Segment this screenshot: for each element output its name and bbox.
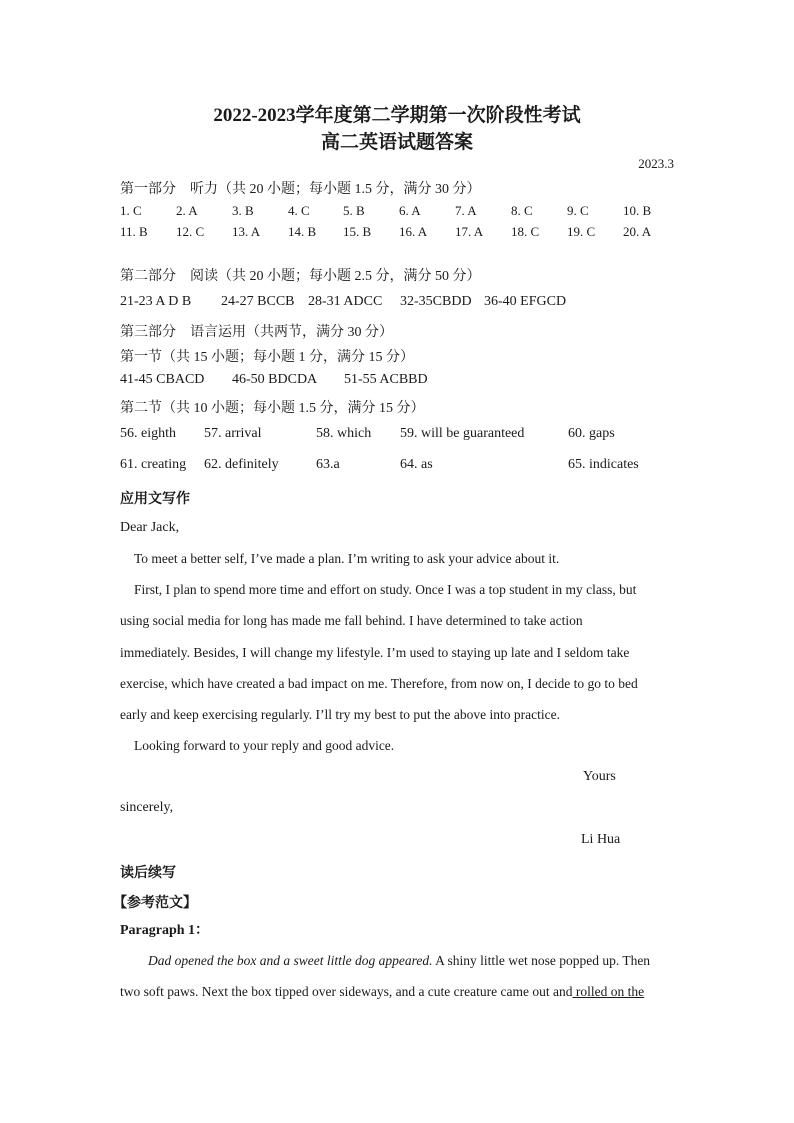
letter-line: Looking forward to your reply and good advice. xyxy=(134,738,395,753)
answer-item: 11. B xyxy=(120,224,148,239)
exam-date: 2023.3 xyxy=(638,156,674,171)
letter-line: immediately. Besides, I will change my lifestyle. I’m used to staying up late and I seldom take xyxy=(120,645,630,660)
letter-line: exercise, which have created a bad impact on me. Therefore, from now on, I decide to go to bed xyxy=(120,676,638,691)
answer-group: 36-40 EFGCD xyxy=(484,294,567,309)
letter-line: using social media for long has made me fall behind. I have determined to take action xyxy=(120,613,583,628)
answer-item: 63.a xyxy=(316,457,340,472)
letter-closing-cont: sincerely, xyxy=(120,800,174,815)
answer-item: 20. A xyxy=(623,224,652,239)
reference-label: 【参考范文】 xyxy=(113,896,197,911)
page-title: 2022-2023学年度第二学期第一次阶段性考试 xyxy=(213,105,581,126)
answer-group: 28-31 ADCC xyxy=(308,294,383,309)
answer-item: 58. which xyxy=(316,426,372,441)
answer-item: 6. A xyxy=(399,203,421,218)
answer-item: 62. definitely xyxy=(204,457,279,472)
answer-group: 32-35CBDD xyxy=(400,294,472,309)
writing-heading: 应用文写作 xyxy=(120,492,190,507)
answer-item: 10. B xyxy=(623,203,652,218)
answer-item: 56. eighth xyxy=(120,426,176,441)
letter-line: First, I plan to spend more time and effort on study. Once I was a top student in my class, but xyxy=(134,582,637,597)
answer-item: 18. C xyxy=(511,224,540,239)
answer-item: 64. as xyxy=(400,457,433,472)
answer-item: 61. creating xyxy=(120,457,187,472)
answer-item: 15. B xyxy=(343,224,372,239)
answer-group: 41-45 CBACD xyxy=(120,372,205,387)
answer-item: 1. C xyxy=(120,203,142,218)
letter-closing: Yours xyxy=(583,769,616,784)
part3-section1-heading: 第一节（共 15 小题；每小题 1 分，满分 15 分） xyxy=(120,350,414,365)
answer-item: 59. will be guaranteed xyxy=(400,426,525,441)
part3-section2-heading: 第二节（共 10 小题；每小题 1.5 分，满分 15 分） xyxy=(120,401,425,416)
answer-item: 60. gaps xyxy=(568,426,615,441)
paragraph-opening: Dad opened the box and a sweet little dog appeared. xyxy=(148,953,433,968)
letter-line: To meet a better self, I’ve made a plan. I’m writing to ask your advice about it. xyxy=(134,551,560,566)
paragraph-text: A shiny little wet nose popped up. Then xyxy=(432,953,651,968)
paragraph-underlined: rolled on the xyxy=(572,984,645,999)
page-subtitle: 高二英语试题答案 xyxy=(320,132,473,153)
answer-item: 65. indicates xyxy=(568,457,639,472)
continuation-heading: 读后续写 xyxy=(120,866,176,881)
paragraph-line xyxy=(148,953,650,969)
answer-group: 51-55 ACBBD xyxy=(344,372,428,387)
part1-heading: 第一部分 听力（共 20 小题；每小题 1.5 分，满分 30 分） xyxy=(120,182,481,197)
answer-item: 4. C xyxy=(288,203,310,218)
answer-item: 17. A xyxy=(455,224,484,239)
answer-item: 13. A xyxy=(232,224,261,239)
answer-group: 24-27 BCCB xyxy=(221,294,295,309)
answer-item: 5. B xyxy=(343,203,365,218)
answer-item: 12. C xyxy=(176,224,205,239)
letter-line: early and keep exercising regularly. I’ll try my best to put the above into practice. xyxy=(120,707,560,722)
answer-item: 2. A xyxy=(176,203,198,218)
answer-item: 57. arrival xyxy=(204,426,262,441)
answer-group: 46-50 BDCDA xyxy=(232,372,318,387)
answer-item: 9. C xyxy=(567,203,589,218)
answer-item: 7. A xyxy=(455,203,477,218)
paragraph-text: two soft paws. Next the box tipped over sideways, and a cute creature came out and xyxy=(120,984,573,999)
letter-signature: Li Hua xyxy=(581,832,621,847)
answer-item: 14. B xyxy=(288,224,317,239)
part2-heading: 第二部分 阅读（共 20 小题；每小题 2.5 分，满分 50 分） xyxy=(120,269,481,284)
paragraph-label: Paragraph 1： xyxy=(120,923,210,938)
letter-greeting: Dear Jack, xyxy=(120,520,180,535)
answer-group: 21-23 A D B xyxy=(120,294,192,309)
answer-item: 19. C xyxy=(567,224,596,239)
paragraph-line xyxy=(120,984,644,1000)
answer-item: 16. A xyxy=(399,224,428,239)
part3-heading: 第三部分 语言运用（共两节，满分 30 分） xyxy=(120,325,393,340)
answer-item: 8. C xyxy=(511,203,533,218)
answer-item: 3. B xyxy=(232,203,254,218)
